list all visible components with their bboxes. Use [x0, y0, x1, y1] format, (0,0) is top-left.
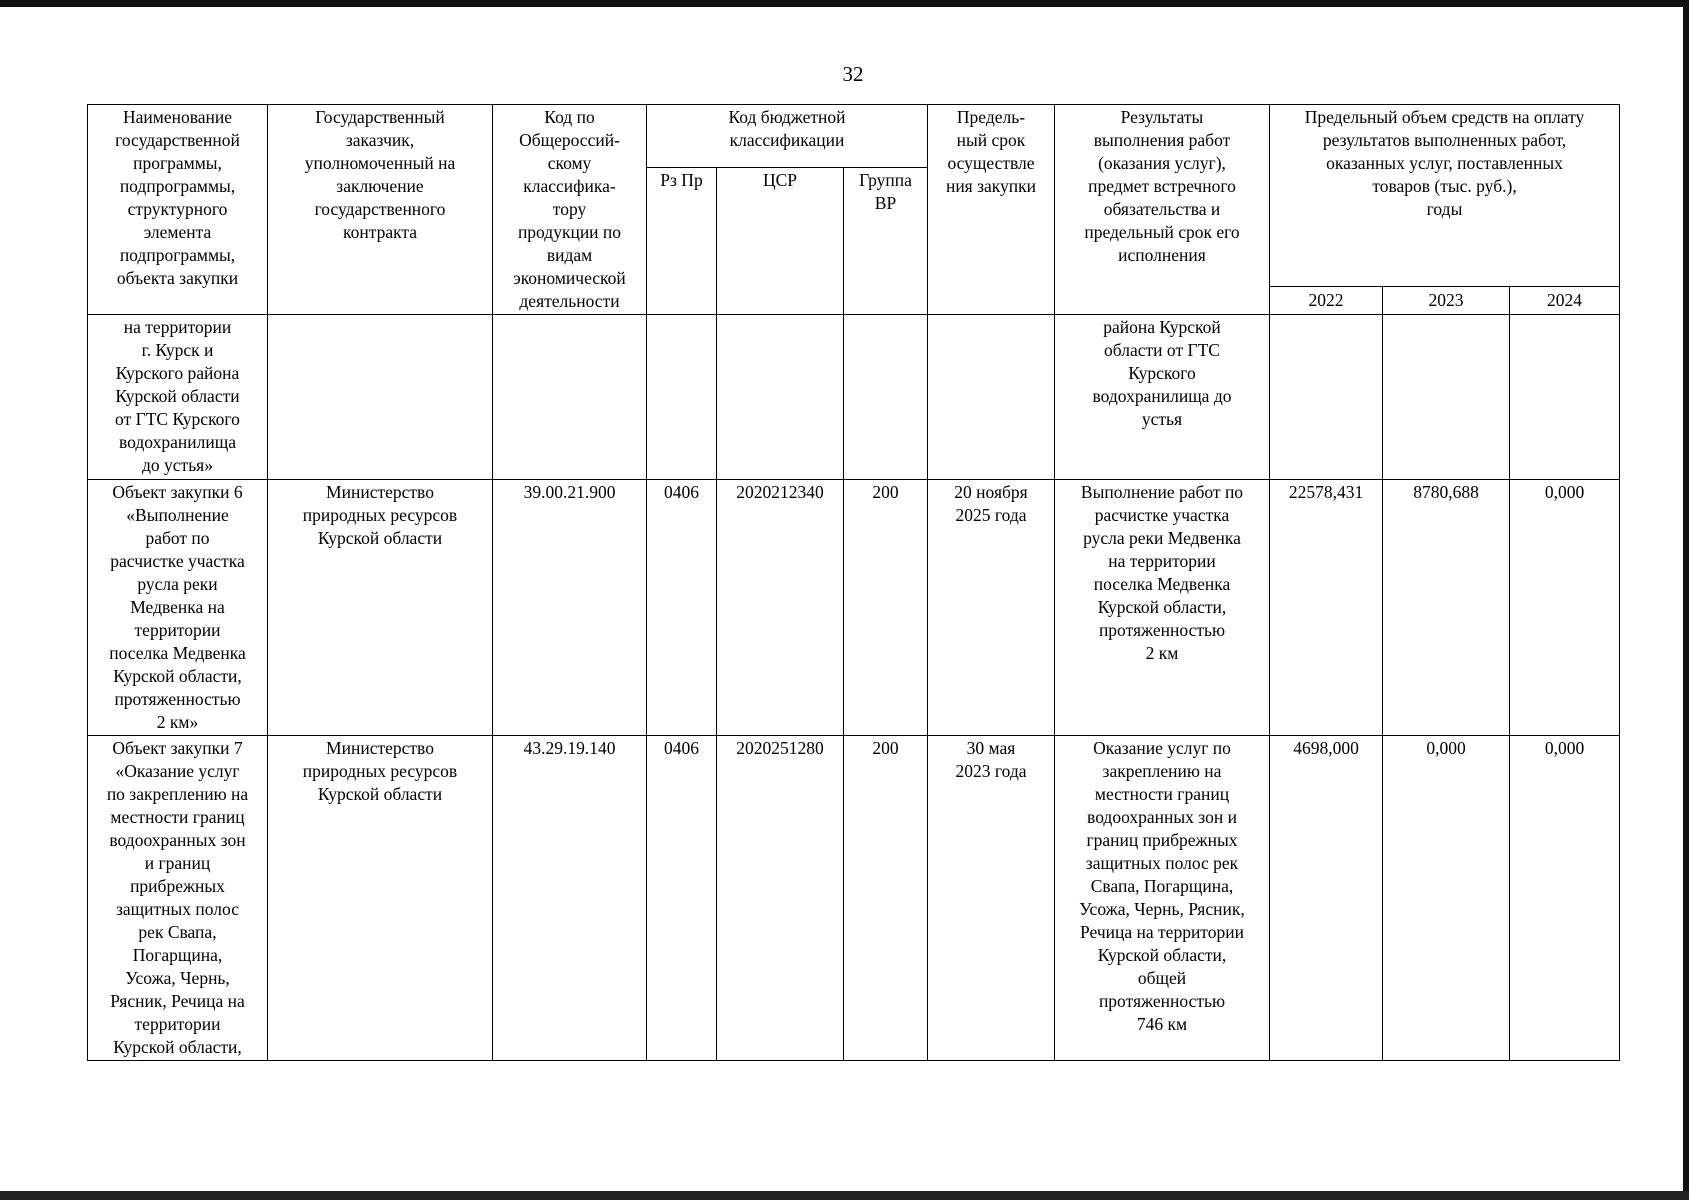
text-line: территории — [134, 1014, 221, 1034]
text-line: «Выполнение — [126, 505, 229, 525]
text-line: на территории — [1108, 551, 1216, 571]
cell-csr: 2020212340 — [717, 480, 844, 736]
cell-2024: 0,000 — [1510, 480, 1620, 736]
text-line: работ по — [145, 528, 210, 548]
text-line: протяженностью — [114, 689, 241, 709]
text-line: товаров (тыс. руб.), — [1372, 176, 1517, 196]
cell-2022 — [1270, 315, 1383, 480]
text-line: Курской области, — [113, 666, 242, 686]
text-line: годы — [1426, 199, 1463, 219]
text-line: уполномоченный на — [304, 153, 456, 173]
header-year-2023: 2023 — [1383, 287, 1510, 315]
text-line: рек Свапа, — [138, 922, 217, 942]
text-line: расчистке участка — [1094, 505, 1230, 525]
text-line: Курской области, — [1097, 597, 1227, 617]
text-line: на территории — [123, 317, 232, 337]
text-line: прибрежных — [130, 876, 225, 896]
text-line: Предель- — [956, 107, 1026, 127]
scan-border-right — [1683, 0, 1689, 1200]
text-line: ния закупки — [945, 176, 1037, 196]
text-line: государственного — [314, 199, 446, 219]
text-line: местности границ — [1094, 784, 1230, 804]
cell-vr — [844, 315, 928, 480]
text-line: Усожа, Чернь, — [125, 968, 230, 988]
text-line: ный срок — [956, 130, 1026, 150]
table-row — [88, 736, 1620, 1061]
cell-results — [1055, 480, 1270, 736]
text-line: (оказания услуг), — [1098, 153, 1226, 173]
text-line: Курской области, — [1097, 945, 1227, 965]
text-line: экономической — [513, 268, 626, 288]
text-line: протяженностью — [1098, 991, 1226, 1011]
text-line: и границ — [144, 853, 211, 873]
text-line: элемента — [143, 222, 212, 242]
text-line: 2023 года — [955, 761, 1027, 781]
text-line: Курской области — [317, 784, 443, 804]
text-line: Объект закупки 7 — [112, 738, 243, 758]
text-line: района Курской — [1103, 317, 1221, 337]
text-line: защитных полос рек — [1085, 853, 1239, 873]
text-line: границ прибрежных — [1086, 830, 1238, 850]
scan-border-top — [0, 0, 1689, 7]
page-number: 32 — [842, 62, 864, 86]
text-line: обязательства и — [1103, 199, 1221, 219]
text-line: Курской области, — [113, 1037, 242, 1057]
text-line: деятельности — [519, 291, 620, 311]
text-line: подпрограммы, — [119, 245, 236, 265]
header-okpd — [493, 105, 647, 315]
text-line: водоохранных зон и — [1087, 807, 1237, 827]
header-csr: ЦСР — [717, 168, 844, 315]
text-line: Наименование — [122, 107, 233, 127]
text-line: Усожа, Чернь, Рясник, — [1079, 899, 1245, 919]
text-line: защитных полос — [116, 899, 239, 919]
text-line: видам — [546, 245, 593, 265]
text-line: Курской области — [115, 386, 240, 406]
cell-2024: 0,000 — [1510, 736, 1620, 1061]
text-line: 20 ноября — [954, 482, 1028, 502]
header-rzpr: Рз Пр — [647, 168, 717, 315]
text-line: программы, — [133, 153, 222, 173]
cell-rzpr: 0406 — [647, 736, 717, 1061]
header-budget-classification — [647, 105, 928, 168]
cell-vr: 200 — [844, 736, 928, 1061]
text-line: водохранилища — [119, 432, 236, 452]
header-name — [88, 105, 268, 315]
text-line: осуществле — [947, 153, 1035, 173]
header-customer — [268, 105, 493, 315]
text-line: Объект закупки 6 — [112, 482, 243, 502]
cell-rzpr: 0406 — [647, 480, 717, 736]
text-line: Результаты — [1120, 107, 1204, 127]
text-line: Государственный — [315, 107, 445, 127]
text-line: 2025 года — [955, 505, 1027, 525]
text-line: государственной — [115, 130, 240, 150]
cell-name — [88, 736, 268, 1061]
text-line: местности границ — [110, 807, 245, 827]
cell-okpd: 39.00.21.900 — [493, 480, 647, 736]
cell-okpd — [493, 315, 647, 480]
scan-border-bottom — [0, 1191, 1689, 1200]
cell-2023 — [1383, 315, 1510, 480]
cell-2022: 22578,431 — [1270, 480, 1383, 736]
text-line: классификации — [729, 130, 845, 150]
cell-csr — [717, 315, 844, 480]
text-line: Курского района — [115, 363, 240, 383]
text-line: 2 км — [1145, 643, 1179, 663]
text-line: классифика- — [523, 176, 616, 196]
text-line: Погарщина, — [132, 945, 223, 965]
cell-results — [1055, 315, 1270, 480]
text-line: Группа — [859, 170, 912, 190]
text-line: исполнения — [1118, 245, 1206, 265]
text-line: протяженностью — [1098, 620, 1226, 640]
text-line: заказчик, — [345, 130, 415, 150]
text-line: поселка Медвенка — [1093, 574, 1231, 594]
cell-2022: 4698,000 — [1270, 736, 1383, 1061]
text-line: до устья» — [142, 455, 213, 475]
text-line: продукции по — [517, 222, 622, 242]
text-line: результатов выполненных работ, — [1322, 130, 1567, 150]
text-line: Код бюджетной — [728, 107, 846, 127]
text-line: ВР — [874, 193, 897, 213]
text-line: Рясник, Речица на — [110, 991, 245, 1011]
text-line: выполнения работ — [1093, 130, 1231, 150]
text-line: общей — [1137, 968, 1187, 988]
text-line: объекта закупки — [116, 268, 239, 288]
text-line: 2 км» — [156, 712, 199, 732]
table-row — [88, 480, 1620, 736]
text-line: Код по — [544, 107, 595, 127]
cell-deadline — [928, 315, 1055, 480]
cell-2024 — [1510, 315, 1620, 480]
text-line: предельный срок его — [1084, 222, 1240, 242]
header-year-2024: 2024 — [1510, 287, 1620, 315]
table-header — [88, 105, 1620, 315]
text-line: Министерство — [326, 482, 434, 502]
table-row — [88, 315, 1620, 480]
cell-2023: 8780,688 — [1383, 480, 1510, 736]
header-funds — [1270, 105, 1620, 287]
cell-name — [88, 480, 268, 736]
text-line: 30 мая — [966, 738, 1016, 758]
header-vr — [844, 168, 928, 315]
text-line: территории — [134, 620, 221, 640]
text-line: устья — [1141, 409, 1183, 429]
text-line: контракта — [342, 222, 417, 242]
text-line: по закреплению на — [106, 784, 249, 804]
text-line: русла реки — [137, 574, 218, 594]
text-line: Свапа, Погарщина, — [1090, 876, 1234, 896]
table-body — [88, 315, 1620, 1061]
text-line: Медвенка на — [130, 597, 225, 617]
text-line: природных ресурсов — [302, 505, 458, 525]
cell-deadline — [928, 480, 1055, 736]
text-line: «Оказание услуг — [115, 761, 240, 781]
text-line: заключение — [336, 176, 424, 196]
text-line: области от ГТС — [1104, 340, 1220, 360]
text-line: водохранилища до — [1092, 386, 1232, 406]
cell-2023: 0,000 — [1383, 736, 1510, 1061]
text-line: от ГТС Курского — [115, 409, 240, 429]
text-line: Курского — [1128, 363, 1196, 383]
text-line: Общероссий- — [519, 130, 620, 150]
text-line: оказанных услуг, поставленных — [1326, 153, 1563, 173]
cell-okpd: 43.29.19.140 — [493, 736, 647, 1061]
text-line: предмет встречного — [1088, 176, 1236, 196]
text-line: Министерство — [326, 738, 434, 758]
text-line: скому — [547, 153, 592, 173]
text-line: Курской области — [317, 528, 443, 548]
text-line: 746 км — [1136, 1014, 1188, 1034]
text-line: Оказание услуг по — [1093, 738, 1231, 758]
cell-customer — [268, 736, 493, 1061]
cell-customer — [268, 315, 493, 480]
header-results — [1055, 105, 1270, 315]
text-line: расчистке участка — [110, 551, 245, 571]
text-line: Предельный объем средств на оплату — [1304, 107, 1585, 127]
text-line: водоохранных зон — [109, 830, 246, 850]
text-line: Речица на территории — [1080, 922, 1244, 942]
text-line: природных ресурсов — [302, 761, 458, 781]
cell-customer — [268, 480, 493, 736]
cell-csr: 2020251280 — [717, 736, 844, 1061]
text-line: структурного — [127, 199, 228, 219]
text-line: русла реки Медвенка — [1083, 528, 1241, 548]
cell-results — [1055, 736, 1270, 1061]
text-line: подпрограммы, — [119, 176, 236, 196]
header-year-2022: 2022 — [1270, 287, 1383, 315]
text-line: закреплению на — [1102, 761, 1222, 781]
procurement-table — [87, 104, 1620, 1061]
text-line: Выполнение работ по — [1080, 482, 1244, 502]
cell-vr: 200 — [844, 480, 928, 736]
cell-rzpr — [647, 315, 717, 480]
cell-name — [88, 315, 268, 480]
cell-deadline — [928, 736, 1055, 1061]
header-deadline — [928, 105, 1055, 315]
text-line: тору — [552, 199, 587, 219]
text-line: г. Курск и — [141, 340, 214, 360]
text-line: поселка Медвенка — [109, 643, 246, 663]
